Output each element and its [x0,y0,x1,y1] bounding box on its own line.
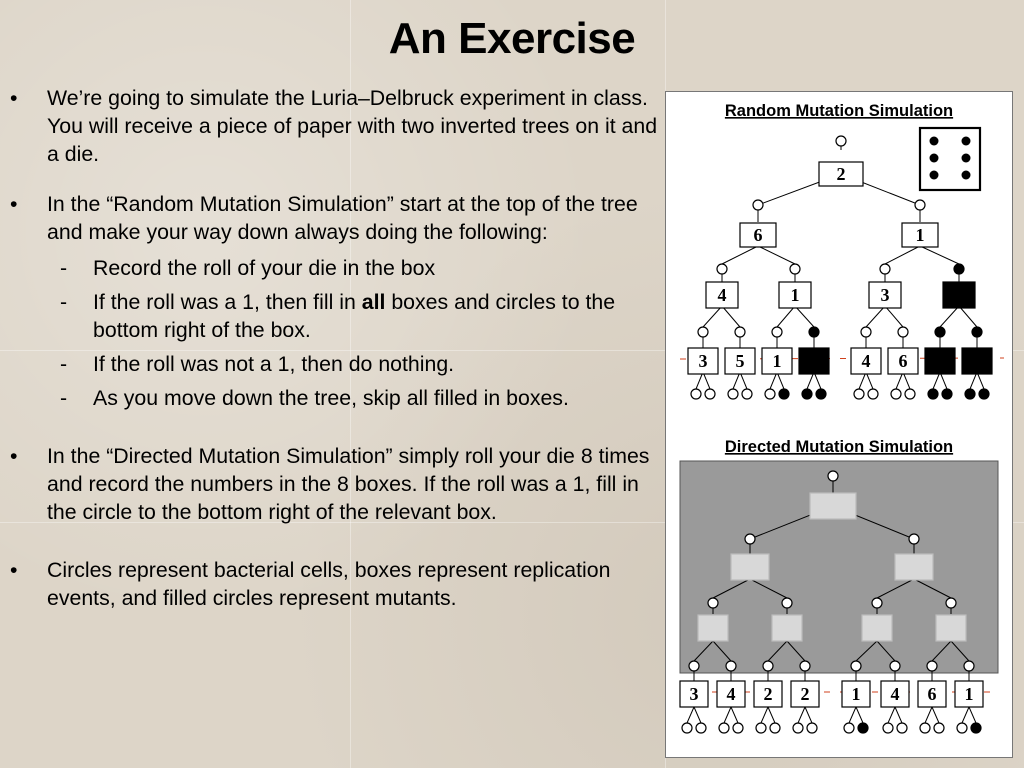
replication-box [731,554,769,580]
cell-circle [742,389,752,399]
box-number-label: 3 [698,351,708,371]
tree-branch [703,306,722,327]
cell-circle [735,327,745,337]
cell-circle [851,661,861,671]
box-number-label: 2 [800,684,810,704]
cell-circle [872,598,882,608]
tree-branch [687,707,694,723]
die-pip [930,154,939,163]
replication-box [936,615,966,641]
box-number-label: 4 [717,285,727,305]
mutant-cell-circle [858,723,868,733]
cell-circle [897,723,907,733]
die-pip [930,137,939,146]
box-number-label: 4 [890,684,900,704]
cell-circle [772,327,782,337]
bullet-text: In the “Random Mutation Simulation” start at the top of the tree and make your way down always doing the following: [47,192,638,244]
mutant-cell-circle [972,327,982,337]
cell-circle [957,723,967,733]
die-pip [962,137,971,146]
replication-box [772,615,802,641]
bullet-icon: • [10,192,18,216]
bullet-icon: • [10,86,18,110]
sub-item [8,288,658,344]
die-pip [962,154,971,163]
sub-item [8,350,658,378]
list-item [8,556,658,612]
directed-simulation-title: Directed Mutation Simulation [724,438,954,456]
cell-circle [763,661,773,671]
tree-branch [925,707,932,723]
bullet-icon: • [10,444,18,468]
simulation-figure [665,91,1013,758]
box-number-label: 3 [880,285,890,305]
mutant-cell-circle [954,264,964,274]
dash-icon: - [60,256,68,280]
tree-branch [798,707,805,723]
cell-circle [689,661,699,671]
tree-branch [969,707,976,723]
box-number-label: 1 [915,225,925,245]
mutant-cell-circle [979,389,989,399]
tree-branch [731,707,738,723]
cell-circle [770,723,780,733]
cell-circle [861,327,871,337]
dash-icon: - [60,352,68,376]
mutant-cell-circle [965,389,975,399]
cell-circle [728,389,738,399]
tree-branch [888,707,895,723]
filled-replication-box [943,282,975,308]
tree-branch [920,246,959,264]
tree-branch [758,246,795,264]
die-pip [930,171,939,180]
cell-circle [868,389,878,399]
dash-icon: - [60,290,68,314]
cell-circle [793,723,803,733]
cell-circle [880,264,890,274]
filled-replication-box [962,348,992,374]
mutant-cell-circle [779,389,789,399]
mutant-cell-circle [942,389,952,399]
tree-branch [885,306,903,327]
cell-circle [890,661,900,671]
mutant-cell-circle [816,389,826,399]
box-number-label: 2 [836,164,846,184]
tree-branch [895,707,902,723]
filled-replication-box [799,348,829,374]
tree-branch [932,707,939,723]
tree-branch [866,306,885,327]
die-icon [920,128,980,190]
tree-branch [761,707,768,723]
cell-circle [705,389,715,399]
cell-circle [719,723,729,733]
cell-circle [717,264,727,274]
cell-circle [696,723,706,733]
box-number-label: 4 [861,351,871,371]
bullet-text: We’re going to simulate the Luria–Delbruck experiment in class. You will receive a piece of paper with two inverted trees on it and a die. [47,86,658,166]
mutant-cell-circle [809,327,819,337]
list-item [8,190,658,412]
dash-icon: - [60,386,68,410]
tree-branch [805,707,812,723]
replication-box [698,615,728,641]
filled-replication-box [925,348,955,374]
box-number-label: 1 [772,351,782,371]
tree-branch [722,246,758,264]
cell-circle [726,661,736,671]
cell-circle [934,723,944,733]
page-title: An Exercise [388,14,636,63]
mutant-cell-circle [971,723,981,733]
box-number-label: 6 [753,225,763,245]
cell-circle [920,723,930,733]
cell-circle [915,200,925,210]
cell-circle [891,389,901,399]
list-item [8,84,658,168]
sub-item-bold-text: all [361,290,386,314]
tree-branch [849,707,856,723]
tree-branch [694,707,701,723]
cell-circle [753,200,763,210]
cell-circle [946,598,956,608]
tree-branch [856,707,863,723]
cell-circle [964,661,974,671]
mutant-cell-circle [928,389,938,399]
cell-circle [800,661,810,671]
cell-circle [836,136,846,146]
cell-circle [854,389,864,399]
random-simulation-title: Random Mutation Simulation [724,102,954,120]
cell-circle [790,264,800,274]
replication-box [862,615,892,641]
simulation-diagram [666,92,1012,757]
box-number-label: 1 [964,684,974,704]
replication-box [810,493,856,519]
list-item [8,442,658,526]
bullet-text: In the “Directed Mutation Simulation” simply roll your die 8 times and record the numbers in the 8 boxes. If the roll was a 1, fill in the circle to the bottom right of the relevant box. [47,444,650,524]
tree-branch [722,306,740,327]
box-number-label: 1 [851,684,861,704]
cell-circle [898,327,908,337]
tree-branch [885,246,920,264]
box-number-label: 2 [763,684,773,704]
bullet-list [8,84,658,634]
sub-item [8,254,658,282]
cell-circle [807,723,817,733]
tree-branch [940,306,959,327]
tree-branch [959,306,977,327]
box-number-label: 6 [927,684,937,704]
cell-circle [698,327,708,337]
box-number-label: 3 [689,684,699,704]
cell-circle [756,723,766,733]
sub-item-text: As you move down the tree, skip all filled in boxes. [93,386,569,410]
sub-item-text: If the roll was not a 1, then do nothing. [93,352,455,376]
tree-branch [724,707,731,723]
cell-circle [708,598,718,608]
cell-circle [828,471,838,481]
sub-item-text: If the roll was a 1, then fill in [93,290,362,314]
cell-circle [782,598,792,608]
tree-branch [962,707,969,723]
cell-circle [909,534,919,544]
box-number-label: 6 [898,351,908,371]
box-number-label: 4 [726,684,736,704]
bullet-text: Circles represent bacterial cells, boxes represent replication events, and filled circles represent mutants. [47,558,611,610]
cell-circle [682,723,692,733]
sub-item-text: boxes and circles to the bottom right of the box. [93,290,616,342]
cell-circle [765,389,775,399]
box-number-label: 1 [790,285,800,305]
mutant-cell-circle [935,327,945,337]
box-number-label: 5 [735,351,745,371]
tree-branch [795,306,814,327]
tree-branch [768,707,775,723]
die-pip [962,171,971,180]
mutant-cell-circle [802,389,812,399]
cell-circle [905,389,915,399]
cell-circle [844,723,854,733]
cell-circle [733,723,743,733]
sub-item-text: Record the roll of your die in the box [93,256,436,280]
cell-circle [883,723,893,733]
replication-box [895,554,933,580]
cell-circle [927,661,937,671]
sub-item [8,384,658,412]
tree-branch [777,306,795,327]
cell-circle [745,534,755,544]
cell-circle [691,389,701,399]
bullet-icon: • [10,558,18,582]
